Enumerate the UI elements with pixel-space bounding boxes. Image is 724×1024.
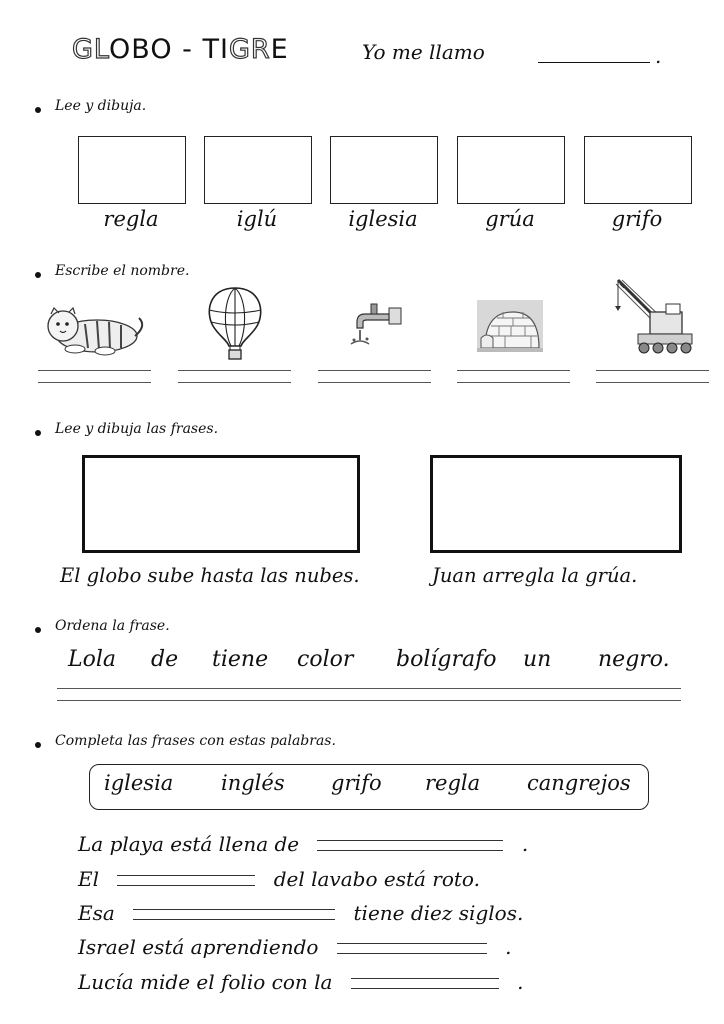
title-part-2: OBO - TI — [109, 34, 229, 65]
fill-sentence-3-before: Esa — [78, 901, 115, 925]
fill-sentence-5-before: Lucía mide el folio con la — [78, 970, 333, 994]
fill-blank-5[interactable] — [351, 978, 499, 989]
drawing-frame-1[interactable] — [82, 455, 360, 553]
faucet-picture — [345, 294, 405, 354]
fill-sentence-2 — [78, 867, 480, 891]
drawing-frame-2[interactable] — [430, 455, 682, 553]
section1-instruction: Lee y dibuja. — [55, 98, 147, 114]
scrambled-word-6: un — [523, 647, 552, 672]
drawing-box-5[interactable] — [584, 136, 692, 204]
word-bank-iglesia: iglesia — [104, 771, 174, 795]
scrambled-word-7: negro. — [598, 647, 670, 672]
drawing-box-2[interactable] — [204, 136, 312, 204]
worksheet-title — [72, 34, 289, 65]
fill-sentence-2-before: El — [78, 867, 99, 891]
fill-sentence-3-after: tiene diez siglos. — [353, 901, 524, 925]
scrambled-word-2: de — [151, 647, 179, 672]
hot-air-balloon-picture — [203, 286, 267, 362]
word-grua: grúa — [485, 207, 535, 231]
word-iglu: iglú — [236, 207, 278, 231]
section4-instruction: Ordena la frase. — [55, 618, 170, 634]
bullet-icon — [35, 107, 41, 113]
fill-sentence-2-after: del lavabo está roto. — [273, 867, 480, 891]
scrambled-word-1: Lola — [68, 647, 117, 672]
writing-line-4[interactable] — [457, 370, 570, 383]
writing-line-2[interactable] — [178, 370, 291, 383]
bullet-icon — [35, 627, 41, 633]
scrambled-word-4: color — [297, 647, 354, 672]
name-label: Yo me llamo — [362, 40, 485, 64]
section5-instruction: Completa las frases con estas palabras. — [55, 733, 336, 749]
tiger-picture — [35, 296, 145, 360]
fill-blank-1[interactable] — [317, 840, 503, 851]
word-regla: regla — [103, 207, 159, 231]
word-grifo: grifo — [611, 207, 663, 231]
section2-instruction: Escribe el nombre. — [55, 263, 190, 279]
title-part-3: GR — [228, 34, 271, 65]
word-bank-regla: regla — [425, 771, 481, 795]
fill-sentence-1-before: La playa está llena de — [78, 832, 300, 856]
name-period: . — [655, 44, 662, 68]
bullet-icon — [35, 742, 41, 748]
fill-sentence-5-after: . — [517, 970, 524, 994]
fill-blank-2[interactable] — [117, 875, 255, 886]
writing-line-5[interactable] — [596, 370, 709, 383]
fill-sentence-4 — [78, 935, 512, 959]
section3-instruction: Lee y dibuja las frases. — [55, 421, 219, 437]
word-iglesia: iglesia — [348, 207, 418, 231]
sentence-globo: El globo sube hasta las nubes. — [60, 564, 360, 587]
fill-blank-4[interactable] — [337, 943, 487, 954]
drawing-box-4[interactable] — [457, 136, 565, 204]
drawing-box-1[interactable] — [78, 136, 186, 204]
igloo-picture — [477, 300, 543, 352]
word-bank-ingles: inglés — [221, 771, 285, 795]
fill-sentence-4-before: Israel está aprendiendo — [78, 935, 319, 959]
title-part-1: GL — [72, 34, 110, 65]
fill-sentence-3 — [78, 901, 523, 925]
fill-sentence-5 — [78, 970, 524, 994]
bullet-icon — [35, 272, 41, 278]
fill-sentence-1 — [78, 832, 528, 856]
fill-sentence-1-after: . — [521, 832, 529, 856]
scrambled-word-3: tiene — [212, 647, 269, 672]
word-bank-cangrejos: cangrejos — [527, 771, 631, 795]
fill-sentence-4-after: . — [505, 935, 512, 959]
title-part-4: E — [270, 34, 289, 65]
scrambled-word-5: bolígrafo — [396, 647, 497, 672]
crane-picture — [610, 276, 696, 356]
word-bank-grifo: grifo — [331, 771, 382, 795]
drawing-box-3[interactable] — [330, 136, 438, 204]
writing-line-1[interactable] — [38, 370, 151, 383]
writing-line-3[interactable] — [318, 370, 431, 383]
sentence-grua: Juan arregla la grúa. — [432, 564, 638, 587]
fill-blank-3[interactable] — [133, 909, 335, 920]
order-writing-line[interactable] — [57, 688, 681, 701]
name-blank-line[interactable] — [538, 62, 650, 63]
bullet-icon — [35, 430, 41, 436]
